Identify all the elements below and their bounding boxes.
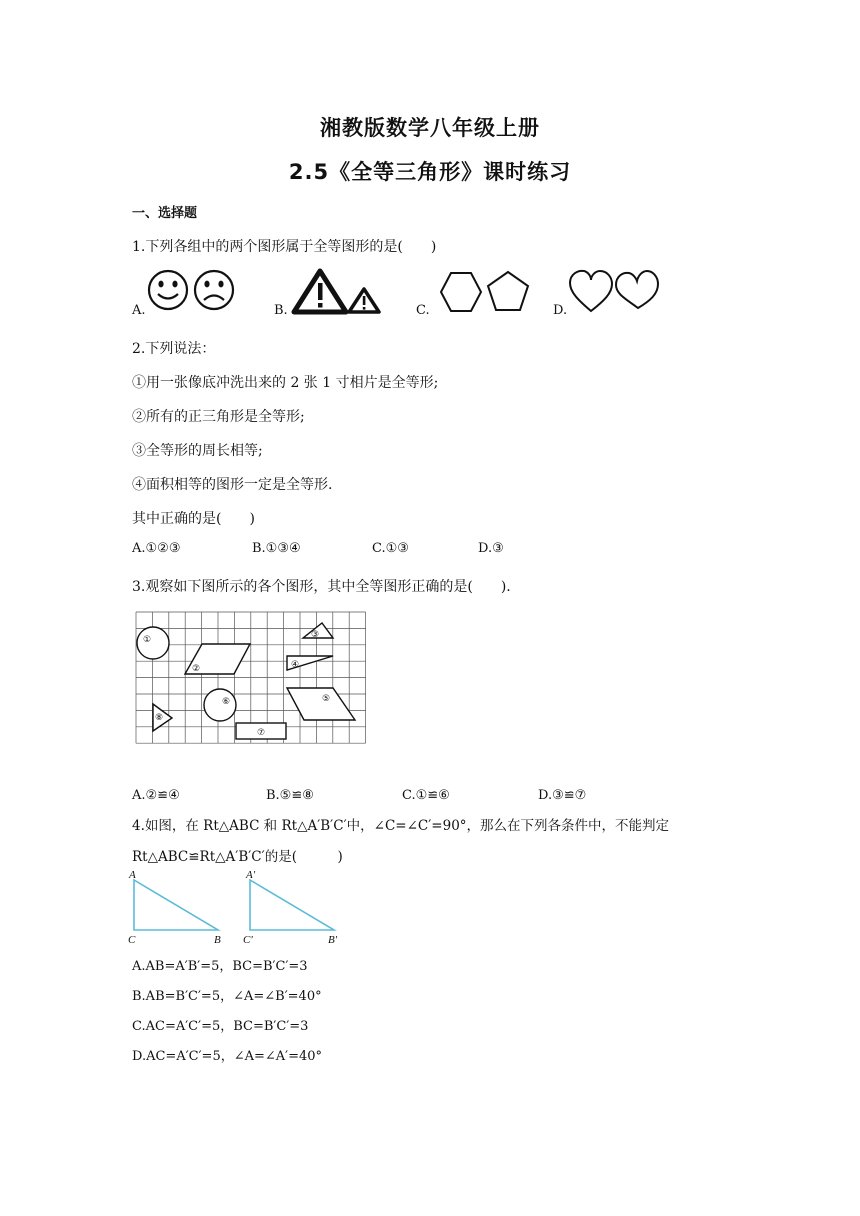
q2-item-1: ①用一张像底冲洗出来的 2 张 1 寸相片是全等形;: [132, 375, 439, 391]
grid-label-6: ⑥: [221, 697, 231, 707]
grid-shape-5: [287, 688, 355, 720]
q2-item-4: ④面积相等的图形一定是全等形.: [132, 477, 333, 493]
q1-option-b-label: B.: [274, 303, 288, 318]
grid-figure: [132, 608, 372, 758]
q1-option-d-label: D.: [553, 303, 568, 318]
triangle-abc-prime: [250, 880, 334, 930]
triangle-abc: [134, 880, 218, 930]
label-c: C: [128, 934, 136, 946]
right-triangles-figure: [126, 866, 366, 946]
q2-item-3: ③全等形的周长相等;: [132, 443, 263, 459]
q1-option-a-label: A.: [132, 303, 146, 318]
grid-label-1: ①: [142, 635, 152, 645]
grid-shape-1: [137, 627, 169, 659]
hexagon-pentagon-figure: [440, 270, 532, 316]
label-a-prime: A′: [246, 869, 256, 881]
section-heading: 一、选择题: [132, 206, 198, 221]
grid-label-5: ⑤: [321, 694, 331, 704]
q4-stem-line1: 4.如图，在 Rt△ABC 和 Rt△A′B′C′中，∠C=∠C′=90°，那么在下列各条件中，不能判定: [132, 818, 670, 834]
label-b: B: [214, 934, 221, 946]
q2-item-2: ②所有的正三角形是全等形;: [132, 409, 305, 425]
warning-triangles-figure: [292, 267, 384, 317]
grid-label-8: ⑧: [154, 713, 164, 723]
q3-option-d: D.③≌⑦: [538, 788, 587, 803]
q3-option-a: A.②≌④: [132, 788, 180, 803]
grid-label-2: ②: [191, 664, 201, 674]
q1-stem: 1.下列各组中的两个图形属于全等图形的是( ): [132, 239, 437, 255]
q4-option-c: C.AC=A′C′=5，BC=B′C′=3: [132, 1019, 309, 1034]
q3-option-b: B.⑤≌⑧: [266, 788, 314, 803]
q2-option-c: C.①③: [372, 541, 409, 556]
q2-option-b: B.①③④: [252, 541, 301, 556]
grid-shape-6: [204, 689, 236, 721]
q3-stem: 3.观察如下图所示的各个图形，其中全等图形正确的是( ).: [132, 579, 511, 595]
grid-label-3: ③: [310, 630, 320, 640]
grid-label-7: ⑦: [256, 728, 266, 738]
hearts-figure: [568, 268, 660, 314]
q4-stem-line2: Rt△ABC≌Rt△A′B′C′的是( ): [132, 849, 343, 865]
label-a: A: [129, 869, 136, 881]
label-c-prime: C′: [243, 934, 253, 946]
q4-option-b: B.AB=B′C′=5，∠A=∠B′=40°: [132, 989, 322, 1004]
q1-option-c-label: C.: [416, 303, 430, 318]
q4-option-d: D.AC=A′C′=5，∠A=∠A′=40°: [132, 1049, 323, 1064]
q2-ask: 其中正确的是( ): [132, 511, 255, 527]
q2-stem: 2.下列说法：: [132, 341, 216, 357]
label-b-prime: B′: [328, 934, 338, 946]
page-subtitle: 2.5《全等三角形》课时练习: [288, 160, 572, 184]
smiley-faces-figure: [146, 268, 238, 314]
grid-label-4: ④: [290, 660, 300, 670]
q3-option-c: C.①≌⑥: [402, 788, 450, 803]
q2-option-d: D.③: [478, 541, 504, 556]
q2-option-a: A.①②③: [132, 541, 181, 556]
q4-option-a: A.AB=A′B′=5，BC=B′C′=3: [132, 959, 308, 974]
page-title: 湘教版数学八年级上册: [320, 116, 540, 140]
